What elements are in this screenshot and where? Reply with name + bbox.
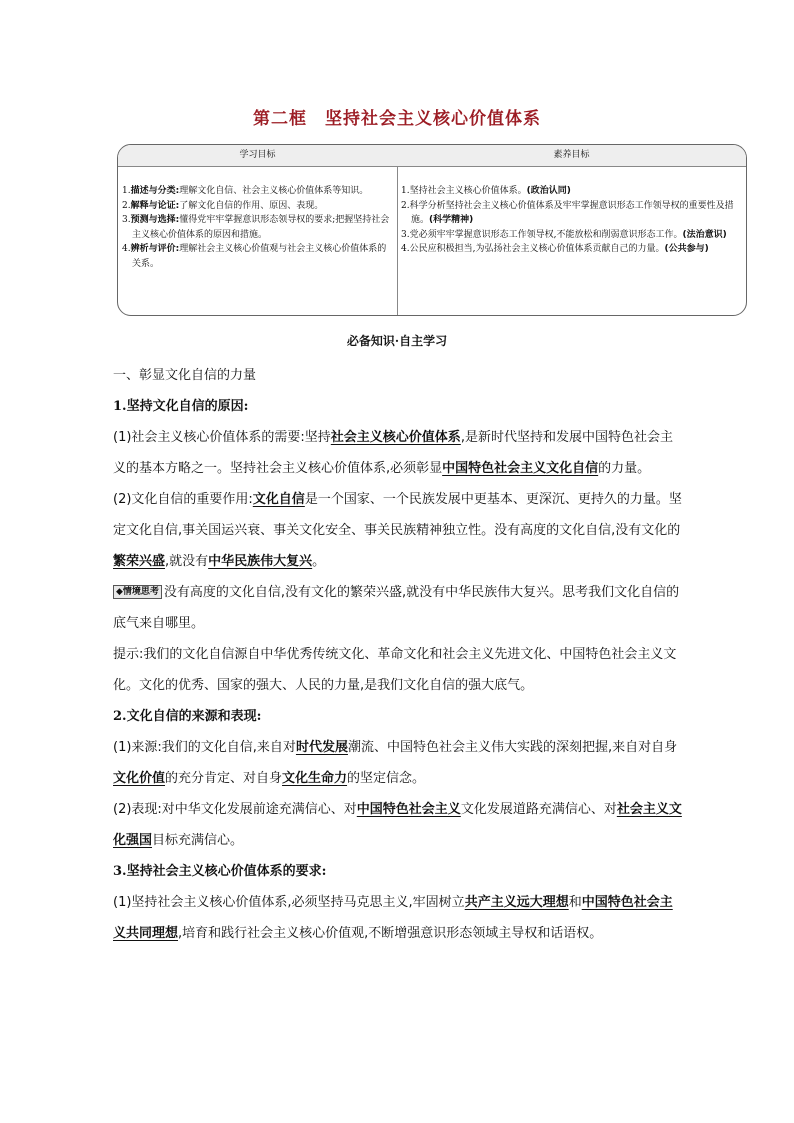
learning-goal-item: 3.预测与选择:懂得党牢牢掌握意识形态领导权的要求;把握坚持社会主义核心价值体系的原因和措施。: [122, 215, 390, 240]
paragraph: (2)表现:对中华文化发展前途充满信心、对中国特色社会主义文化发展道路充满信心、对社会主义文化强国目标充满信心。: [113, 802, 682, 848]
paragraph: (2)文化自信的重要作用:文化自信是一个国家、一个民族发展中更基本、更深沉、更持久的力量。坚定文化自信,事关国运兴衰、事关文化安全、事关民族精神独立性。没有高度的文化自信,没有文化的繁荣兴盛,就没有中华民族伟大复兴。: [113, 492, 682, 569]
learning-goals-list: [118, 167, 397, 271]
key-term: 中国特色社会主义文化自信: [442, 461, 599, 476]
key-term: 时代发展: [295, 740, 348, 755]
key-term: 中国特色社会主义共同理想: [113, 895, 673, 941]
learning-goal-item: 1.描述与分类:理解文化自信、社会主义核心价值体系等知识。: [122, 186, 369, 196]
literacy-goals-list: [397, 167, 746, 257]
literacy-goals-column: [397, 145, 746, 315]
key-term: 中国特色社会主义: [356, 802, 461, 817]
literacy-goals-header: 素养目标: [397, 145, 746, 167]
paragraph: (1)坚持社会主义核心价值体系,必须坚持马克思主义,牢固树立共产主义远大理想和中国特色社会主义共同理想,培育和践行社会主义核心价值观,不断增强意识形态领域主导权和话语权。: [113, 895, 673, 941]
key-term: 繁荣兴盛: [113, 554, 166, 569]
scene-think-badge: ◆情境思考: [113, 585, 162, 599]
learning-goal-item: 4.辨析与评价:理解社会主义核心价值观与社会主义核心价值体系的关系。: [122, 244, 387, 269]
paragraph: (1)社会主义核心价值体系的需要:坚持社会主义核心价值体系,是新时代坚持和发展中国特色社会主义的基本方略之一。坚持社会主义核心价值体系,必须彰显中国特色社会主义文化自信的力量。: [113, 430, 673, 476]
literacy-goal-item: 4.公民应积极担当,为弘扬社会主义核心价值体系贡献自己的力量。(公共参与): [401, 244, 709, 254]
key-term: 社会主义核心价值体系: [330, 430, 461, 445]
learning-goals-column: [118, 145, 398, 315]
literacy-goal-item: 3.党必须牢牢掌握意识形态工作领导权,不能放松和削弱意识形态工作。(法治意识): [401, 229, 727, 240]
learning-goals-header: 学习目标: [118, 145, 397, 167]
key-term: 中华民族伟大复兴: [208, 554, 313, 569]
section-heading: 必备知识·自主学习: [346, 334, 448, 348]
heading-level-1: 一、彰显文化自信的力量: [113, 368, 257, 383]
hint-paragraph: 提示:我们的文化自信源自中华优秀传统文化、革命文化和社会主义先进文化、中国特色社会主义文化。文化的优秀、国家的强大、人民的力量,是我们文化自信的强大底气。: [113, 647, 677, 693]
key-term: 文化生命力: [282, 771, 348, 786]
key-term: 文化价值: [113, 771, 166, 786]
key-term: 社会主义文化强国: [113, 802, 682, 848]
body-content: [113, 360, 683, 949]
lesson-title: 第二框 坚持社会主义核心价值体系: [253, 109, 541, 129]
goals-table: [117, 144, 747, 316]
paragraph: (1)来源:我们的文化自信,来自对时代发展潮流、中国特色社会主义伟大实践的深刻把握,来自对自身文化价值的充分肯定、对自身文化生命力的坚定信念。: [113, 740, 678, 786]
scene-question: ◆情境思考 没有高度的文化自信,没有文化的繁荣兴盛,就没有中华民族伟大复兴。思考我们文化自信的底气来自哪里。: [113, 585, 680, 631]
question-2-heading: 2.文化自信的来源和表现:: [113, 709, 262, 724]
literacy-goal-item: 1.坚持社会主义核心价值体系。(政治认同): [401, 186, 571, 196]
key-term: 文化自信: [252, 492, 305, 507]
learning-goal-item: 2.解释与论证:了解文化自信的作用、原因、表现。: [122, 200, 324, 211]
key-term: 共产主义远大理想: [464, 895, 569, 910]
question-3-heading: 3.坚持社会主义核心价值体系的要求:: [113, 864, 327, 879]
literacy-goal-item: 2.科学分析坚持社会主义核心价值体系及牢牢掌握意识形态工作领导权的重要性及措施。(科学精神): [401, 200, 734, 225]
question-1-heading: 1.坚持文化自信的原因:: [113, 399, 249, 414]
